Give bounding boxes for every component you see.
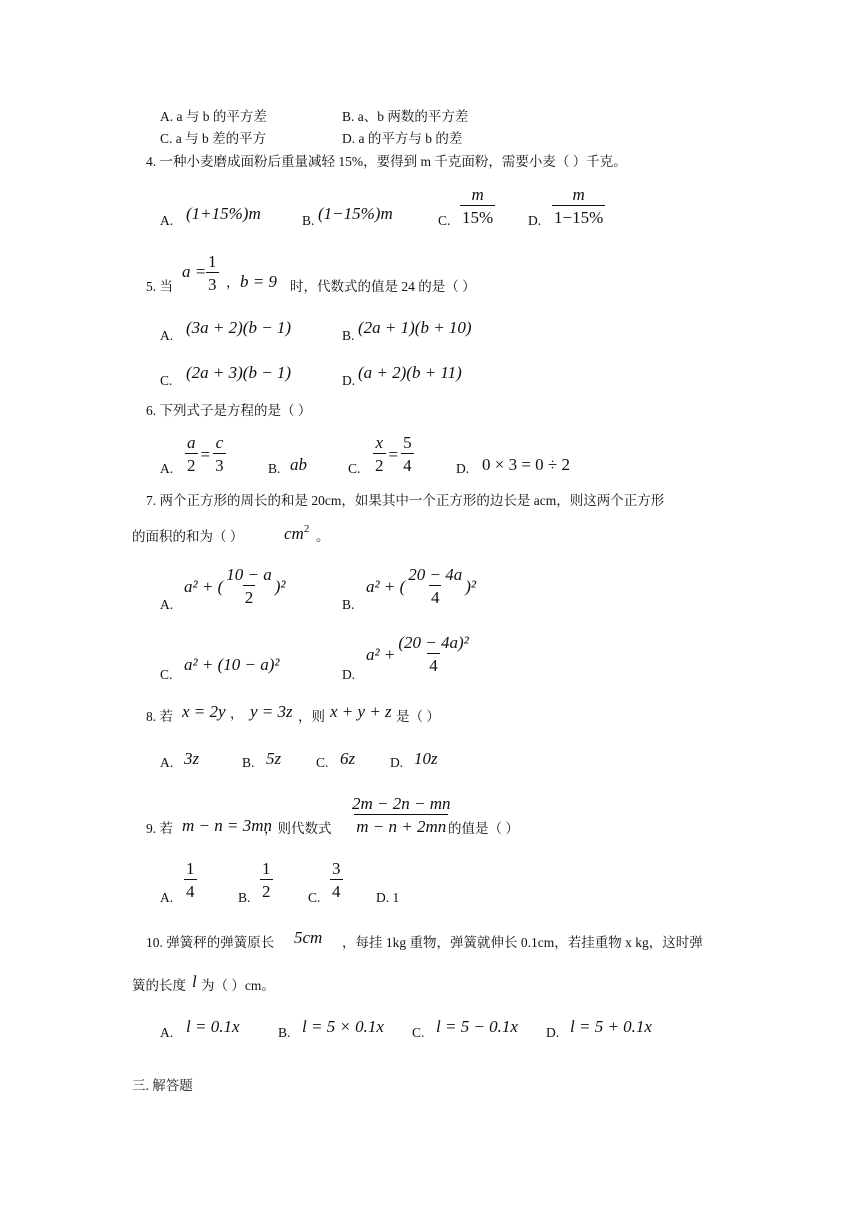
q8-cond-1: x = 2y <box>182 702 226 721</box>
q10-var-l: l <box>192 972 197 991</box>
q5-cond-b: b = 9 <box>240 272 277 291</box>
q7-unit-exponent: 2 <box>303 523 310 535</box>
q5-label-c: C. <box>160 373 173 388</box>
q9-a-den: 4 <box>184 879 197 900</box>
q9-option-c-fraction <box>330 860 343 900</box>
q6-c-eq: = <box>388 444 399 464</box>
q5-cond-a-den: 3 <box>206 272 219 293</box>
q8-sep: ， <box>230 706 244 721</box>
q5-suffix: 时，代数式的值是 24 的是（ ） <box>290 279 476 294</box>
section-heading: 三. 解答题 <box>132 1078 193 1093</box>
q8-label-a: A. <box>160 755 174 770</box>
q5-prefix: 5. 当 <box>146 279 173 294</box>
q4-option-d-den: 1−15% <box>552 205 605 226</box>
q10-option-d: l = 5 + 0.1x <box>570 1017 652 1036</box>
q9-prefix: 9. 若 <box>146 821 173 836</box>
q7-option-d <box>366 634 472 674</box>
q5-separator: ， <box>226 275 240 290</box>
q8-prefix: 8. 若 <box>146 709 173 724</box>
q9-option-b-fraction <box>260 860 273 900</box>
q4-label-d: D. <box>528 213 542 228</box>
q10-label-a: A. <box>160 1025 174 1040</box>
q3-option-b: B. a、b 两数的平方差 <box>342 109 469 124</box>
q7-label-c: C. <box>160 667 173 682</box>
q5-option-b: (2a + 1)(b + 10) <box>358 318 472 337</box>
q6-label-d: D. <box>456 461 470 476</box>
q8-expr: x + y + z <box>330 702 392 721</box>
q7-label-d: D. <box>342 667 356 682</box>
q7-option-a <box>184 566 285 606</box>
q6-a-num2: c <box>215 433 224 452</box>
q8-option-b: 5z <box>266 749 282 768</box>
q6-a-eq: = <box>200 444 211 464</box>
q6-label-c: C. <box>348 461 361 476</box>
q8-suffix: 是（ ） <box>396 709 440 724</box>
q8-label-b: B. <box>242 755 255 770</box>
q7-label-b: B. <box>342 597 355 612</box>
q6-c-num1: x <box>375 433 384 452</box>
q9-expr-den: m − n + 2mn <box>354 814 448 835</box>
q4-label-c: C. <box>438 213 451 228</box>
q6-c-den1: 2 <box>373 453 386 474</box>
q7-question-line2: 的面积的和为（ ） <box>132 529 244 544</box>
q9-c-den: 4 <box>330 879 343 900</box>
q8-label-c: C. <box>316 755 329 770</box>
q4-option-b: (1−15%)m <box>318 204 393 223</box>
q10-option-b: l = 5 × 0.1x <box>302 1017 384 1036</box>
q6-option-a <box>184 434 227 474</box>
q9-label-b: B. <box>238 890 251 905</box>
q7-question-line1: 7. 两个正方形的周长的和是 20cm，如果其中一个正方形的边长是 acm，则这两个正方形 <box>146 493 665 508</box>
q10-option-a: l = 0.1x <box>186 1017 240 1036</box>
q4-label-a: A. <box>160 213 174 228</box>
q6-option-d: 0 × 3 = 0 ÷ 2 <box>482 455 571 474</box>
q9-label-c: C. <box>308 890 321 905</box>
q10-length: 5cm <box>294 928 323 947</box>
q8-label-d: D. <box>390 755 404 770</box>
q8-cond-2: y = 3z <box>250 702 293 721</box>
q4-option-d-num: m <box>572 185 585 204</box>
q7-period: 。 <box>316 529 330 544</box>
q7-unit <box>284 524 309 542</box>
q7-a-lead: a² + ( <box>184 576 224 596</box>
q6-option-b: ab <box>290 455 307 474</box>
q9-b-num: 1 <box>262 859 271 878</box>
q8-option-d: 10z <box>414 749 438 768</box>
q3-option-c: C. a 与 b 差的平方 <box>160 131 267 146</box>
q7-b-num: 20 − 4a <box>408 565 463 584</box>
q5-cond-a-fraction <box>206 253 219 293</box>
q4-option-c-fraction <box>460 186 495 226</box>
q10-line2-suffix: 为（ ）cm。 <box>201 978 275 993</box>
q7-label-a: A. <box>160 597 174 612</box>
q6-a-den1: 2 <box>185 453 198 474</box>
q10-label-d: D. <box>546 1025 560 1040</box>
q9-mid: ，则代数式 <box>264 821 332 836</box>
q9-c-num: 3 <box>332 859 341 878</box>
q9-a-num: 1 <box>186 859 195 878</box>
q4-option-d-fraction <box>552 186 605 226</box>
q6-question: 6. 下列式子是方程的是（ ） <box>146 403 312 418</box>
q4-option-c-num: m <box>471 185 484 204</box>
q7-a-tail: )² <box>274 576 286 596</box>
q8-option-a: 3z <box>184 749 200 768</box>
q10-prefix: 10. 弹簧秤的弹簧原长 <box>146 935 275 950</box>
q7-option-c: a² + (10 − a)² <box>184 655 280 674</box>
q6-label-a: A. <box>160 461 174 476</box>
q7-unit-text: cm <box>284 524 304 543</box>
q6-c-den2: 4 <box>401 453 414 474</box>
q9-expression-fraction <box>350 795 453 835</box>
q4-label-b: B. <box>302 213 315 228</box>
q7-d-den: 4 <box>427 653 440 674</box>
q9-expr-num: 2m − 2n − mn <box>352 794 451 813</box>
q7-d-lead: a² + <box>366 644 396 664</box>
q7-a-den: 2 <box>243 585 256 606</box>
q9-option-a-fraction <box>184 860 197 900</box>
q9-label-a: A. <box>160 890 174 905</box>
q10-rest: ，每挂 1kg 重物，弹簧就伸长 0.1cm，若挂重物 x kg，这时弹 <box>342 935 703 950</box>
q5-option-a: (3a + 2)(b − 1) <box>186 318 292 337</box>
q5-label-d: D. <box>342 373 356 388</box>
q8-mid: ，则 <box>298 709 325 724</box>
q4-option-c-den: 15% <box>460 205 495 226</box>
q6-option-c <box>372 434 415 474</box>
q6-a-den2: 3 <box>213 453 226 474</box>
q6-label-b: B. <box>268 461 281 476</box>
q4-option-a: (1+15%)m <box>186 204 261 223</box>
q10-option-c: l = 5 − 0.1x <box>436 1017 518 1036</box>
q9-suffix: 的值是（ ） <box>448 821 519 836</box>
q8-option-c: 6z <box>340 749 356 768</box>
q7-b-lead: a² + ( <box>366 576 406 596</box>
q5-option-d: (a + 2)(b + 11) <box>358 363 462 382</box>
q7-d-num: (20 − 4a)² <box>398 633 469 652</box>
q7-option-b <box>366 566 476 606</box>
q5-option-c: (2a + 3)(b − 1) <box>186 363 292 382</box>
q5-label-a: A. <box>160 328 174 343</box>
q5-label-b: B. <box>342 328 355 343</box>
q9-b-den: 2 <box>260 879 273 900</box>
q10-label-c: C. <box>412 1025 425 1040</box>
q5-cond-a-num: 1 <box>208 252 217 271</box>
q7-a-num: 10 − a <box>226 565 272 584</box>
q9-option-d: D. 1 <box>376 890 400 905</box>
q7-b-den: 4 <box>429 585 442 606</box>
q3-option-a: A. a 与 b 的平方差 <box>160 109 267 124</box>
q10-line2-prefix: 簧的长度 <box>132 978 186 993</box>
q4-question: 4. 一种小麦磨成面粉后重量减轻 15%，要得到 m 千克面粉，需要小麦（ ）千克。 <box>146 154 627 169</box>
q5-cond-a-lhs: a = <box>182 262 207 281</box>
q3-option-d: D. a 的平方与 b 的差 <box>342 131 463 146</box>
q9-condition: m − n = 3mn <box>182 816 272 835</box>
q6-a-num1: a <box>187 433 196 452</box>
q10-label-b: B. <box>278 1025 291 1040</box>
q6-c-num2: 5 <box>403 433 412 452</box>
q7-b-tail: )² <box>465 576 476 596</box>
